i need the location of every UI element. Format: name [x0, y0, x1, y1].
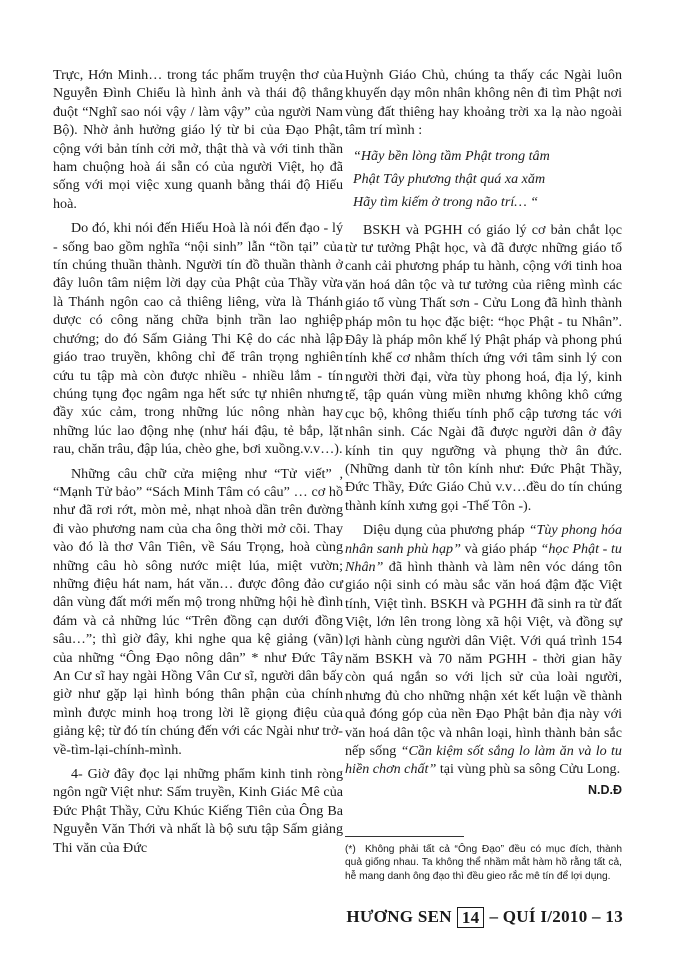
footnote-mark: (*) [345, 844, 356, 855]
verse-line: Phật Tây phương thật quá xa xăm [353, 170, 546, 187]
footnote-text: Không phải tất cả “Ông Đạo” đều có mục đích, thành quả giống nhau. Ta không thể nhầm mắt hàm hồ rằng tất cả, hễ mang danh ông đạo thì đều gieo rắc mê tín để lợi dụng. [345, 844, 622, 882]
paragraph: Những câu chữ cửa miệng như “Tử viết” , “Mạnh Tử bảo” “Sách Minh Tâm có câu” … cơ hồ như đã rơi rớt, mòn mẻ, nhạt nhoà dần trên đường đi vào phương nam của cha ông thời mở cõi. Thay vào đó là thơ Vân Tiên, về Sáu Trọng, hoà cùng những câu hò sông nước miệt lúa, miệt vườn; những điệu hát nam, hát văn… được đông đảo cư dân vùng đất mới mến mộ trong những hội hè đình đám và cả những lúc “Trên đồng cạn dưới đồng sâu…”; thì giờ đây, khi nghe qua kệ giảng (vãn) của những “Ông Đạo nông dân” * như Đức Tây An Cư sĩ hay ngài Hồng Vân Cư sĩ, người dân bấy giờ như gặp lại hình bóng thân phận của chính mình được minh hoạ trong lời lẽ giọng điệu của giảng kệ; từ đó tín chúng đến với các Ngài như trở-về-tìm-lại-chính-mình. [53, 465, 343, 758]
text-run: Diệu dụng của phương pháp [363, 522, 529, 539]
verse-quote [345, 146, 622, 213]
left-column [53, 66, 343, 863]
author-signature: N.D.Đ [587, 782, 622, 797]
italic-phrase: “Tùy phong hóa nhân sanh phù hạp” [345, 522, 623, 557]
magazine-title: HƯƠNG SEN [346, 907, 452, 926]
paragraph: Trực, Hớn Minh… trong tác phẩm truyện thơ của Nguyễn Đình Chiểu là hình ảnh và thái độ thẳng đuột “Nghĩ sao nói vậy / làm vậy” của người Nam Bộ). Nhờ ảnh hưởng giáo lý từ bi của Đạo Phật, cộng với bản tính cởi mở, thật thà và với tinh thần ham chuộng hoà ái sẵn có của người Việt, họ đã sống với mọi việc xung quanh bằng thái độ Hiếu hoà. [53, 67, 343, 212]
paragraph: Do đó, khi nói đến Hiếu Hoà là nói đến đạo - lý - sống bao gồm nghĩa “nội sinh” lẫn “tồn tại” của tín chúng thuần thành. Người tín đồ thuần thành ở đây luôn tâm niệm lời dạy của Phật của Thầy vừa là Thánh ngôn cao cả thiêng liêng, vừa là Thánh dược có công năng chữa bịnh trần lao nghiệp chướng; do đó Sấm Giảng Thi Kệ do các nhà lập giáo trao truyền, không chỉ để trân trọng nghiên cứu tu tập mà còn được nhiều - nhiều lắm - tín chúng tụng đọc ngâm nga hết sức tự nhiên nhưng đầy xúc cảm, trong những lúc nông nhàn hay những lúc lao động nhẹ (như hái đậu, tẻ bắp, lặt rau, chăn trâu, đập lúa, chèo ghe, bơi xuồng.v.v…). [53, 220, 343, 458]
text-run: đã hình thành và làm nên vóc dáng tôn giáo nội sinh có màu sắc văn hoá đậm đặc Việt tính, Việt tình. BSKH và PGHH đã sinh ra từ đất Việt, lớn lên trong lòng xã hội Việt, và đồng sự lợi hành cùng người dân Việt. Với quá trình 154 năm BSKH và 70 năm PGHH - thời gian hãy còn quá ngắn so với lịch sử của loài người, nhưng đủ cho những nhận xét kết luận về thành quả đóng góp của nền Đạo Phật bản địa này với văn hoá dân tộc và nhân loại, hình thành bản sắc nếp sống [345, 558, 622, 759]
verse-line: Hãy tìm kiếm ở trong não trí… “ [353, 193, 539, 210]
paragraph [345, 521, 622, 779]
italic-phrase: “học Phật - tu Nhân” [345, 540, 622, 575]
page-footer [345, 905, 623, 929]
verse-line: “Hãy bền lòng tầm Phật trong tâm [353, 147, 550, 164]
paragraph: Huỳnh Giáo Chủ, chúng ta thấy các Ngài luôn khuyến dạy môn nhân không nên đi tìm Phật nơi vùng đất thiêng hay khoảng trời xa lạ nào ngoài tâm trí mình : [345, 67, 622, 139]
paragraph: 4- Giờ đây đọc lại những phẩm kinh tinh ròng ngôn ngữ Việt như: Sấm truyền, Kinh Giác Mê của Đức Phật Thầy, Cửu Khúc Kiếng Tiên của Ông Ba Nguyễn Văn Thới và nhất là bộ sưu tập Sấm giảng Thi văn của Đức [53, 766, 343, 856]
issue-and-page: – QUÍ I/2010 – 13 [489, 907, 623, 926]
right-column [345, 66, 622, 799]
italic-phrase: “Cần kiệm sốt sắng lo làm ăn và lo tu hiền chơn chất” [345, 743, 622, 778]
footnote [345, 843, 622, 883]
paragraph: BSKH và PGHH có giáo lý cơ bản chắt lọc từ tư tưởng Phật học, và đã được những giáo tổ canh cải phương pháp tu hành, cộng với tinh hoa văn hoá dân tộc và tư tưởng của riêng mình các giáo tổ vùng Thất sơn - Cửu Long đã hình thành pháp môn tu học đặc biệt: “học Phật - tu Nhân”. Đây là pháp môn khế lý Phật pháp và phong phú tính khế cơ nhằm thích ứng với tâm sinh lý con người thời đại, vừa tùy phong hoá, địa lý, kinh tế, tập quán vùng miền nhưng không khô cứng cục bộ, không thiếu tính phổ cập tương tác với nhân sinh. Các Ngài đã được người dân ở đây kính tin quy ngưỡng và phụng thờ ân đức. (Những danh từ tôn kính như: Đức Phật Thầy, Đức Thầy, Đức Giáo Chủ v.v…đều do tín chúng thành kính xưng gọi -Thế Tôn -). [345, 221, 622, 514]
footnote-divider [345, 836, 464, 837]
issue-number-box: 14 [457, 907, 485, 928]
text-run: và giáo pháp [460, 540, 541, 557]
text-run: tại vùng phù sa sông Cửu Long. [436, 761, 621, 778]
